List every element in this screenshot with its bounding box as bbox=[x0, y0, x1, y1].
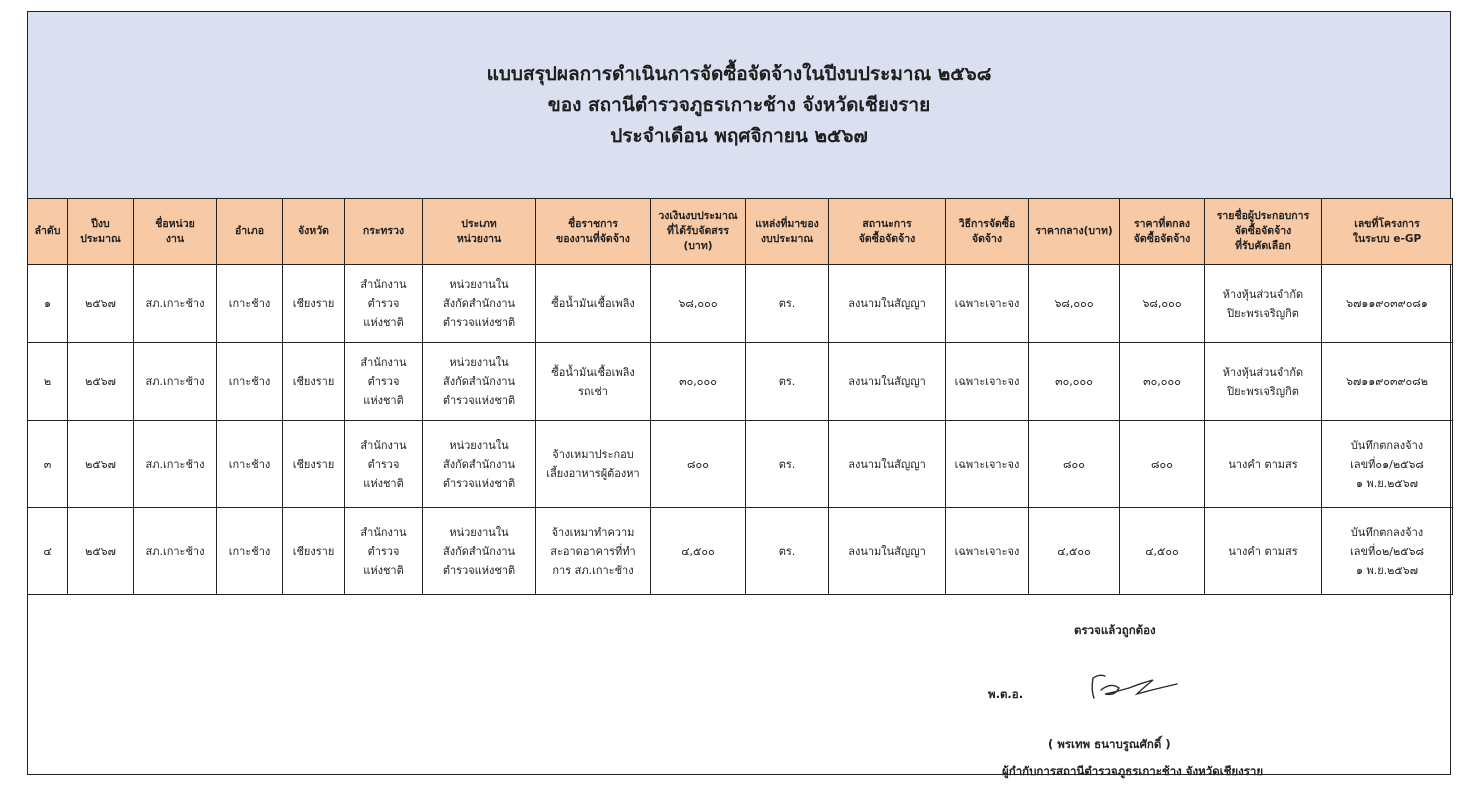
cell-year: ๒๕๖๗ bbox=[68, 265, 134, 343]
signer-position: ผู้กำกับการสถานีตำรวจภูธรเกาะช้าง จังหวัดเชียงราย bbox=[1002, 764, 1264, 778]
table-row bbox=[28, 508, 1453, 595]
cell-ministry: สำนักงาน ตำรวจ แห่งชาติ bbox=[345, 508, 423, 595]
col-header-egp: เลขที่โครงการ ในระบบ e-GP bbox=[1322, 199, 1453, 265]
cell-unit: สภ.เกาะช้าง bbox=[134, 343, 217, 421]
col-header-source: แหล่งที่มาของ งบประมาณ bbox=[746, 199, 829, 265]
handwritten-signature bbox=[1085, 668, 1181, 704]
cell-method: เฉพาะเจาะจง bbox=[946, 343, 1029, 421]
cell-unit-type: หน่วยงานใน สังกัดสำนักงาน ตำรวจแห่งชาติ bbox=[423, 265, 536, 343]
cell-status: ลงนามในสัญญา bbox=[829, 265, 946, 343]
cell-median-price: ๖๘,๐๐๐ bbox=[1029, 265, 1120, 343]
cell-budget: ๘๐๐ bbox=[651, 421, 746, 508]
cell-agreed-price: ๔,๕๐๐ bbox=[1120, 508, 1205, 595]
title-line-2: ของ สถานีตำรวจภูธรเกาะช้าง จังหวัดเชียงราย bbox=[547, 93, 931, 116]
cell-province: เชียงราย bbox=[283, 508, 345, 595]
col-header-year: ปีงบ ประมาณ bbox=[68, 199, 134, 265]
title-banner bbox=[28, 12, 1450, 199]
cell-unit-type: หน่วยงานใน สังกัดสำนักงาน ตำรวจแห่งชาติ bbox=[423, 343, 536, 421]
cell-status: ลงนามในสัญญา bbox=[829, 343, 946, 421]
table-row bbox=[28, 421, 1453, 508]
cell-agreed-price: ๓๐,๐๐๐ bbox=[1120, 343, 1205, 421]
cell-unit: สภ.เกาะช้าง bbox=[134, 421, 217, 508]
col-header-status: สถานะการ จัดซื้อจัดจ้าง bbox=[829, 199, 946, 265]
title-line-1: แบบสรุปผลการดำเนินการจัดซื้อจัดจ้างในปีงบประมาณ ๒๕๖๘ bbox=[486, 62, 992, 85]
cell-district: เกาะช้าง bbox=[217, 343, 283, 421]
cell-method: เฉพาะเจาะจง bbox=[946, 508, 1029, 595]
cell-ministry: สำนักงาน ตำรวจ แห่งชาติ bbox=[345, 421, 423, 508]
cell-source: ตร. bbox=[746, 508, 829, 595]
signer-rank: พ.ต.อ. bbox=[988, 687, 1024, 701]
col-header-median-price: ราคากลาง(บาท) bbox=[1029, 199, 1120, 265]
title-line-3: ประจำเดือน พฤศจิกายน ๒๕๖๗ bbox=[610, 124, 868, 147]
cell-egp: ๖๗๑๑๙๐๓๙๐๘๒ bbox=[1322, 343, 1453, 421]
col-header-ministry: กระทรวง bbox=[345, 199, 423, 265]
cell-status: ลงนามในสัญญา bbox=[829, 421, 946, 508]
cell-source: ตร. bbox=[746, 265, 829, 343]
cell-ministry: สำนักงาน ตำรวจ แห่งชาติ bbox=[345, 343, 423, 421]
cell-no: ๑ bbox=[28, 265, 68, 343]
col-header-method: วิธีการจัดซื้อ จัดจ้าง bbox=[946, 199, 1029, 265]
cell-status: ลงนามในสัญญา bbox=[829, 508, 946, 595]
cell-agreed-price: ๘๐๐ bbox=[1120, 421, 1205, 508]
col-header-unit: ชื่อหน่วย งาน bbox=[134, 199, 217, 265]
cell-vendor: ห้างหุ้นส่วนจำกัด ปิยะพรเจริญกิต bbox=[1205, 265, 1322, 343]
procurement-table bbox=[27, 198, 1453, 595]
signature-block bbox=[28, 608, 1450, 776]
cell-no: ๓ bbox=[28, 421, 68, 508]
col-header-work: ชื่อราชการ ของงานที่จัดจ้าง bbox=[536, 199, 651, 265]
cell-district: เกาะช้าง bbox=[217, 508, 283, 595]
cell-year: ๒๕๖๗ bbox=[68, 343, 134, 421]
col-header-unit-type: ประเภท หน่วยงาน bbox=[423, 199, 536, 265]
cell-work: จ้างเหมาประกอบ เลี้ยงอาหารผู้ต้องหา bbox=[536, 421, 651, 508]
cell-source: ตร. bbox=[746, 343, 829, 421]
cell-median-price: ๓๐,๐๐๐ bbox=[1029, 343, 1120, 421]
cell-unit-type: หน่วยงานใน สังกัดสำนักงาน ตำรวจแห่งชาติ bbox=[423, 421, 536, 508]
cell-egp: ๖๗๑๑๙๐๓๙๐๘๑ bbox=[1322, 265, 1453, 343]
cell-district: เกาะช้าง bbox=[217, 265, 283, 343]
col-header-province: จังหวัด bbox=[283, 199, 345, 265]
cell-vendor: นางคำ ตามสร bbox=[1205, 508, 1322, 595]
col-header-no: ลำดับ bbox=[28, 199, 68, 265]
cell-unit: สภ.เกาะช้าง bbox=[134, 265, 217, 343]
cell-vendor: นางคำ ตามสร bbox=[1205, 421, 1322, 508]
cell-agreed-price: ๖๘,๐๐๐ bbox=[1120, 265, 1205, 343]
signer-name: ( พรเทพ ธนาบรูณศักดิ์ ) bbox=[1048, 737, 1171, 751]
table-header-row bbox=[28, 199, 1453, 265]
cell-median-price: ๔,๕๐๐ bbox=[1029, 508, 1120, 595]
cell-province: เชียงราย bbox=[283, 421, 345, 508]
table-row bbox=[28, 343, 1453, 421]
cell-no: ๔ bbox=[28, 508, 68, 595]
cell-work: จ้างเหมาทำความ สะอาดอาคารที่ทำ การ สภ.เกาะช้าง bbox=[536, 508, 651, 595]
cell-work: ซื้อน้ำมันเชื้อเพลิง รถเช่า bbox=[536, 343, 651, 421]
verified-label: ตรวจแล้วถูกต้อง bbox=[1074, 623, 1156, 637]
cell-unit: สภ.เกาะช้าง bbox=[134, 508, 217, 595]
cell-egp: บันทึกตกลงจ้าง เลขที่๐๒/๒๕๖๘ ๑ พ.ย.๒๕๖๗ bbox=[1322, 508, 1453, 595]
cell-ministry: สำนักงาน ตำรวจ แห่งชาติ bbox=[345, 265, 423, 343]
cell-budget: ๓๐,๐๐๐ bbox=[651, 343, 746, 421]
col-header-budget: วงเงินงบประมาณ ที่ได้รับจัดสรร (บาท) bbox=[651, 199, 746, 265]
col-header-district: อำเภอ bbox=[217, 199, 283, 265]
procurement-summary-sheet bbox=[27, 11, 1451, 778]
col-header-agreed-price: ราคาที่ตกลง จัดซื้อจัดจ้าง bbox=[1120, 199, 1205, 265]
cell-source: ตร. bbox=[746, 421, 829, 508]
cell-year: ๒๕๖๗ bbox=[68, 421, 134, 508]
col-header-vendor: รายชื่อผู้ประกอบการ จัดซื้อจัดจ้าง ที่รับคัดเลือก bbox=[1205, 199, 1322, 265]
cell-year: ๒๕๖๗ bbox=[68, 508, 134, 595]
cell-province: เชียงราย bbox=[283, 343, 345, 421]
cell-egp: บันทึกตกลงจ้าง เลขที่๐๑/๒๕๖๘ ๑ พ.ย.๒๕๖๗ bbox=[1322, 421, 1453, 508]
cell-method: เฉพาะเจาะจง bbox=[946, 265, 1029, 343]
table-row bbox=[28, 265, 1453, 343]
cell-budget: ๖๘,๐๐๐ bbox=[651, 265, 746, 343]
cell-vendor: ห้างหุ้นส่วนจำกัด ปิยะพรเจริญกิต bbox=[1205, 343, 1322, 421]
cell-method: เฉพาะเจาะจง bbox=[946, 421, 1029, 508]
cell-budget: ๔,๕๐๐ bbox=[651, 508, 746, 595]
cell-district: เกาะช้าง bbox=[217, 421, 283, 508]
cell-province: เชียงราย bbox=[283, 265, 345, 343]
cell-median-price: ๘๐๐ bbox=[1029, 421, 1120, 508]
cell-no: ๒ bbox=[28, 343, 68, 421]
cell-unit-type: หน่วยงานใน สังกัดสำนักงาน ตำรวจแห่งชาติ bbox=[423, 508, 536, 595]
cell-work: ซื้อน้ำมันเชื้อเพลิง bbox=[536, 265, 651, 343]
